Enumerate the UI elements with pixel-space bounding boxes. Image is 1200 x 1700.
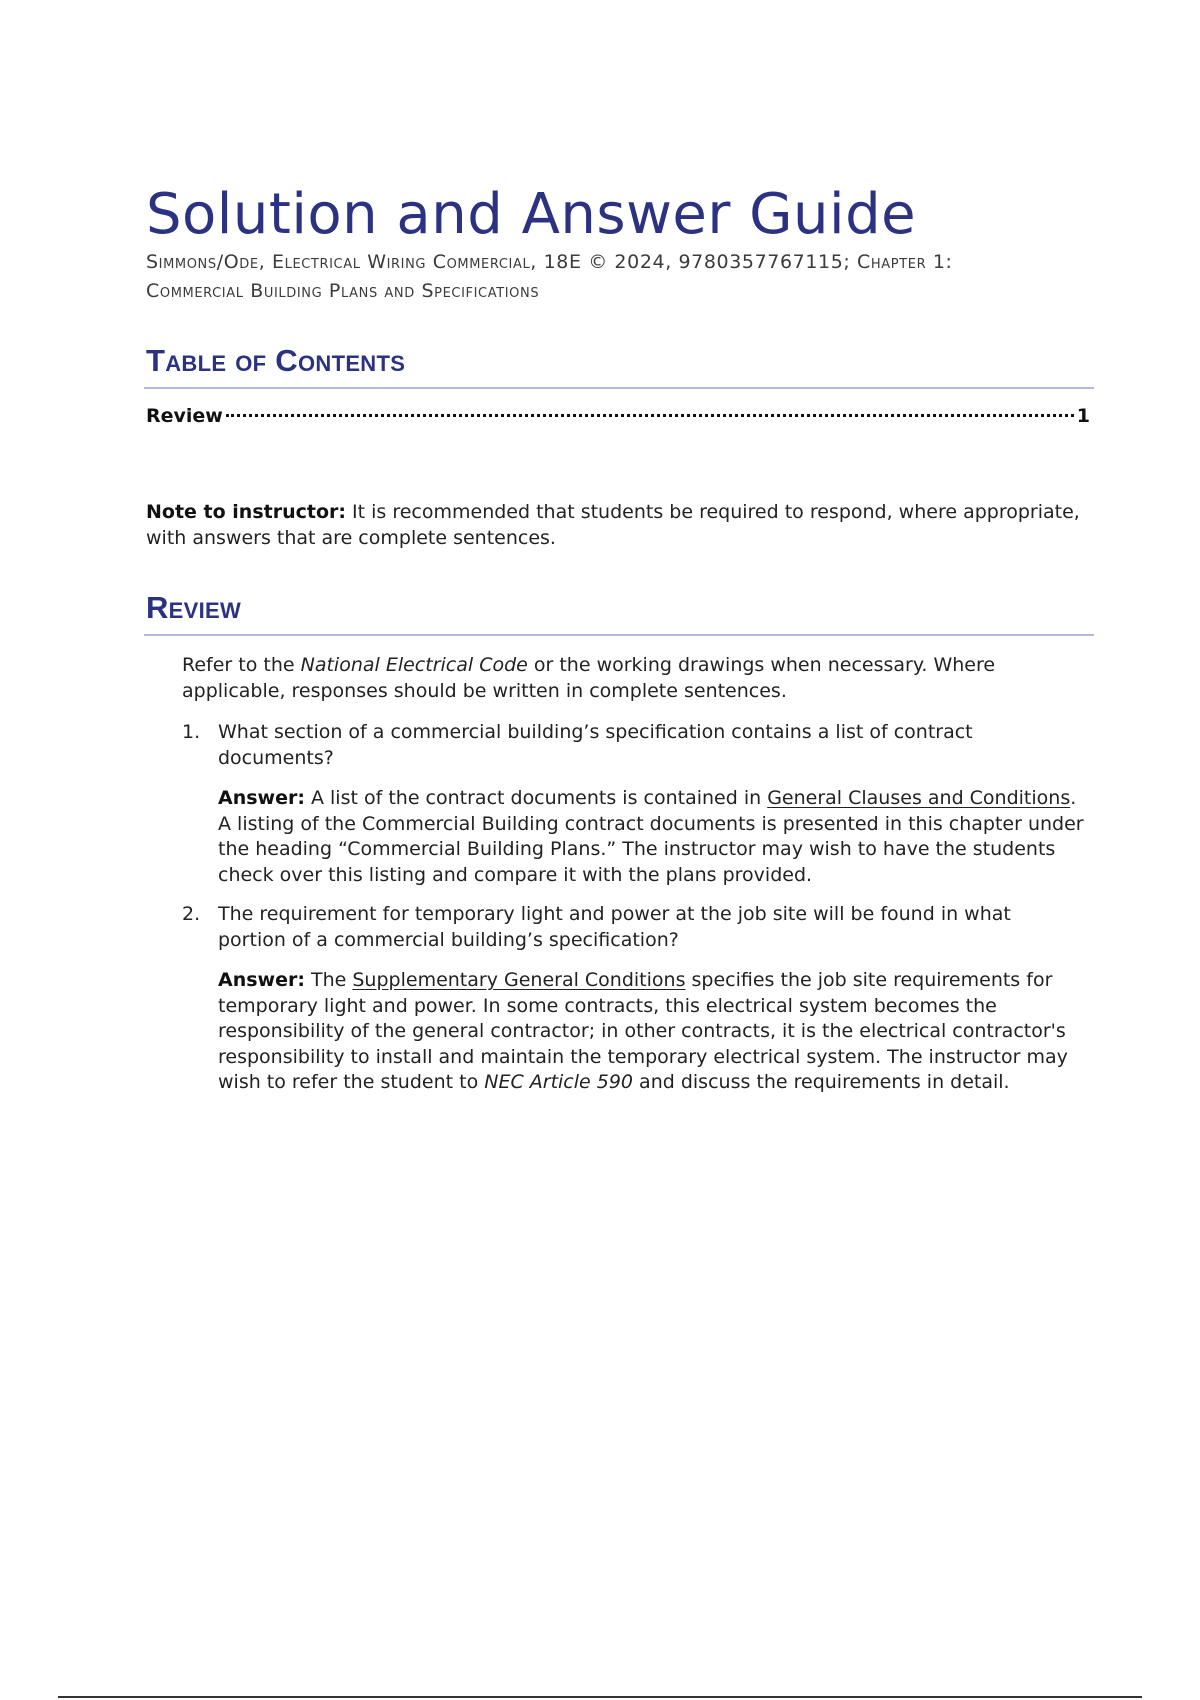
question-1-number: 1. [182, 721, 201, 743]
intro-code-title: National Electrical Code [300, 654, 528, 676]
answer-underlined-term: Supplementary General Conditions [352, 969, 686, 991]
question-2-number: 2. [182, 903, 201, 925]
answer-underlined-term: General Clauses and Conditions [767, 787, 1071, 809]
instructor-note [146, 499, 1086, 551]
answer-text: specifies the job site requirements for temporary light and power. In some contracts, this electrical system becomes the responsibility of the general contractor; in other contracts, it is the electrical contractor's responsibility to install and maintain the temporary electrical system. The instructor may wish to refer the student to [218, 969, 1068, 1094]
answer-text: and discuss the requirements in detail. [633, 1071, 1010, 1094]
intro-text-start: Refer to the [182, 654, 301, 676]
toc-heading: Table of Contents [146, 343, 406, 378]
answer-label: Answer: [218, 787, 305, 809]
question-1-answer [218, 786, 1090, 888]
note-text: It is recommended that students be required to respond, where appropriate, with answers that are complete sentences. [146, 501, 1080, 549]
book-citation [146, 248, 1096, 306]
question-2-answer [218, 968, 1090, 1096]
question-1-text: What section of a commercial building’s specification contains a list of contract documents? [218, 721, 973, 769]
question-2-text: The requirement for temporary light and power at the job site will be found in what portion of a commercial building’s specification? [218, 903, 1011, 951]
review-intro [182, 652, 1082, 704]
answer-article-reference: NEC Article 590 [484, 1071, 634, 1094]
review-divider [144, 634, 1094, 636]
page-title: Solution and Answer Guide [146, 182, 917, 247]
answer-label: Answer: [218, 969, 305, 991]
citation-line-1: Simmons/Ode, Electrical Wiring Commercial, 18E © 2024, 9780357767115; Chapter 1: [146, 251, 953, 273]
toc-leader-dots [226, 414, 1074, 417]
citation-line-2: Commercial Building Plans and Specifications [146, 280, 540, 302]
toc-entry-review[interactable] [146, 405, 1090, 427]
intro-text-end: or the working drawings when necessary. Where applicable, responses should be written in complete sentences. [182, 654, 996, 702]
answer-text: . A listing of the Commercial Building contract documents is presented in this chapter under the heading “Commercial Building Plans.” The instructor may wish to have the students check over this listing and compare it with the plans provided. [218, 787, 1084, 886]
note-label: Note to instructor: [146, 501, 346, 523]
toc-divider [144, 387, 1094, 389]
toc-entry-page: 1 [1076, 405, 1090, 427]
answer-text: The [304, 969, 353, 991]
toc-entry-label: Review [146, 405, 223, 427]
answer-text: A list of the contract documents is contained in [304, 787, 768, 809]
footer-divider [58, 1696, 1142, 1698]
review-heading: Review [146, 590, 242, 625]
